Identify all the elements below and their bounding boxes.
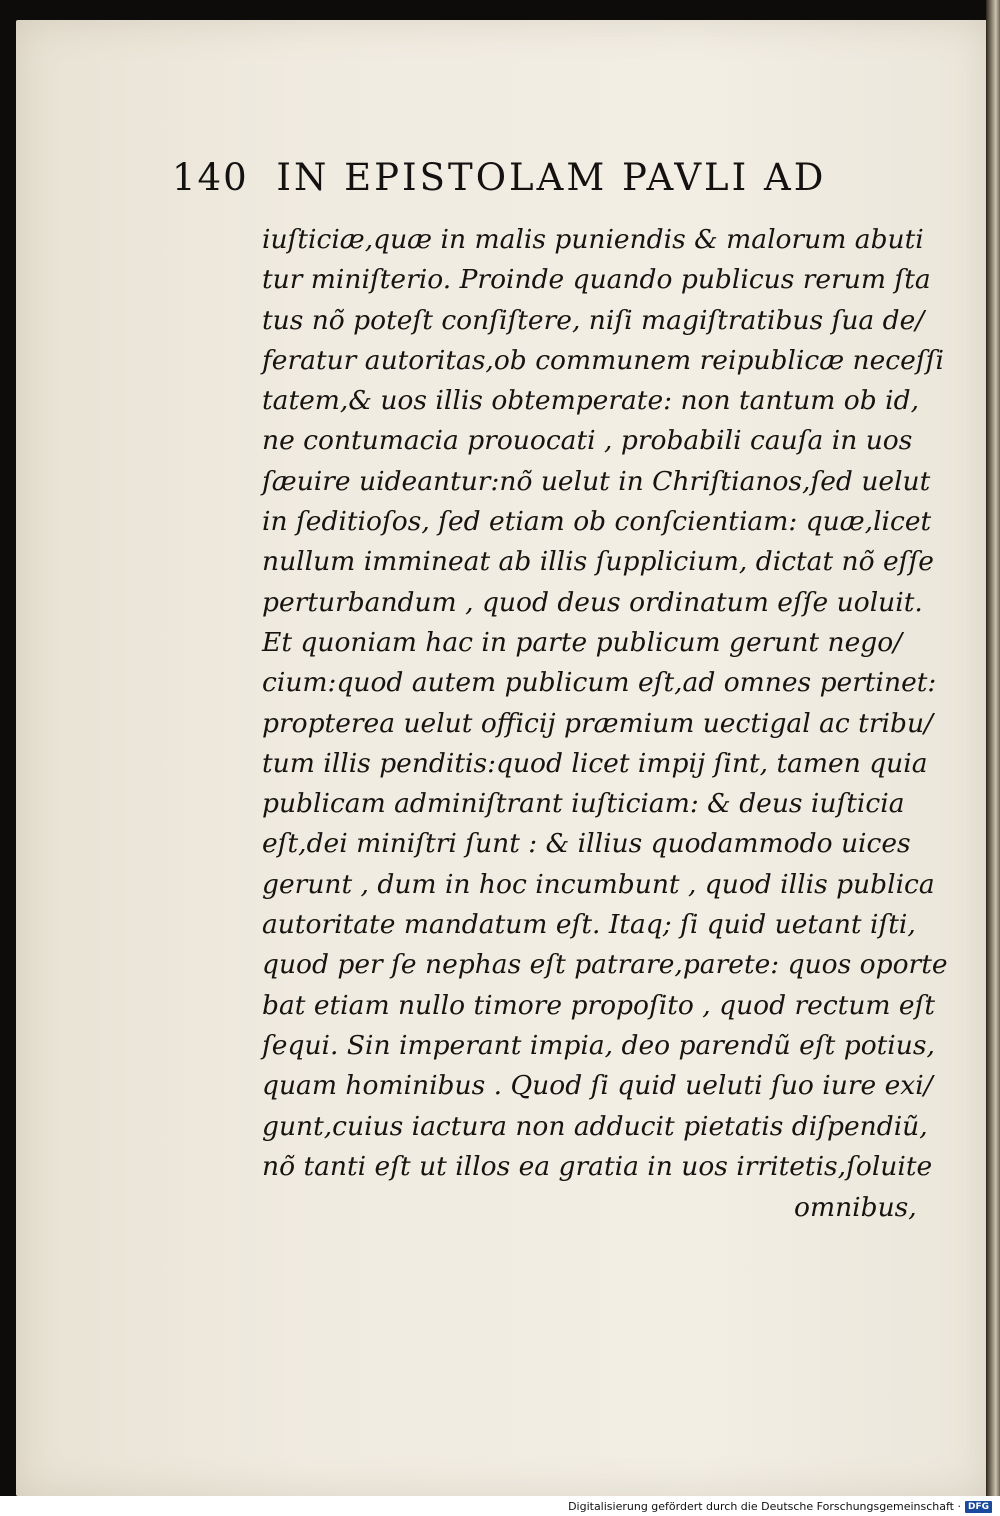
text-line-18: autoritate mandatum eſt. Itaq; ſi quid uetant iſti, xyxy=(262,909,916,941)
text-line-3: tus nõ poteſt conſiſtere, niſi magiſtratibus ſua de/ xyxy=(262,304,925,336)
text-line-14: tum illis penditis:quod licet impij ſint, tamen quia xyxy=(262,747,928,779)
text-line-2: tur miniſterio. Proinde quando publicus rerum ſta xyxy=(262,264,931,296)
text-line-15: publicam adminiſtrant iuſticiam: & deus iuſticia xyxy=(262,788,905,820)
digitization-credit xyxy=(568,1500,992,1513)
text-block xyxy=(262,220,948,1187)
dfg-logo: DFG xyxy=(965,1501,992,1513)
text-line-10: perturbandum , quod deus ordinatum eſſe uoluit. xyxy=(262,586,923,618)
credit-text: Digitalisierung gefördert durch die Deutsche Forschungsgemeinschaft · xyxy=(568,1500,961,1513)
page-number: 140 xyxy=(172,156,249,199)
text-line-21: ſequi. Sin imperant impia, deo parendũ eſt potius, xyxy=(262,1029,935,1061)
text-line-1: iuſticiæ,quæ in malis puniendis & malorum abuti xyxy=(262,224,924,255)
text-line-19: quod per ſe nephas eſt patrare,parete: quos oporte xyxy=(262,949,948,981)
page-header xyxy=(172,156,912,212)
text-line-17: gerunt , dum in hoc incumbunt , quod illis publica xyxy=(262,868,935,900)
text-line-24: nõ tanti eſt ut illos ea gratia in uos irritetis,ſoluite xyxy=(262,1150,933,1182)
catchword: omnibus, xyxy=(794,1192,917,1223)
text-line-13: propterea uelut officij præmium uectigal ac tribu/ xyxy=(262,707,933,739)
text-line-4: feratur autoritas,ob communem reipublicæ neceſſi xyxy=(262,344,944,376)
text-line-5: tatem,& uos illis obtemperate: non tantum ob id, xyxy=(262,385,919,417)
text-line-9: nullum immineat ab illis ſupplicium, dictat nõ eſſe xyxy=(262,546,934,578)
text-line-11: Et quoniam hac in parte publicum gerunt nego/ xyxy=(262,626,903,658)
text-line-22: quam hominibus . Quod ſi quid ueluti ſuo iure exi/ xyxy=(262,1070,933,1102)
running-title: IN EPISTOLAM PAVLI AD xyxy=(276,156,827,199)
text-line-8: in ſeditioſos, ſed etiam ob conſcientiam: quæ,licet xyxy=(262,506,932,538)
text-line-6: ne contumacia prouocati , probabili cauſa in uos xyxy=(262,425,913,457)
text-line-23: gunt,cuius iactura non adducit pietatis diſpendiũ, xyxy=(262,1110,928,1142)
text-line-7: ſæuire uideantur:nõ uelut in Chriſtianos,ſed uelut xyxy=(262,465,931,497)
text-line-16: eſt,dei miniſtri ſunt : & illius quodammodo uices xyxy=(262,828,911,860)
book-fore-edge xyxy=(986,0,1000,1516)
text-line-12: cium:quod autem publicum eſt,ad omnes pertinet: xyxy=(262,667,937,699)
text-line-20: bat etiam nullo timore propoſito , quod rectum eſt xyxy=(262,989,936,1021)
